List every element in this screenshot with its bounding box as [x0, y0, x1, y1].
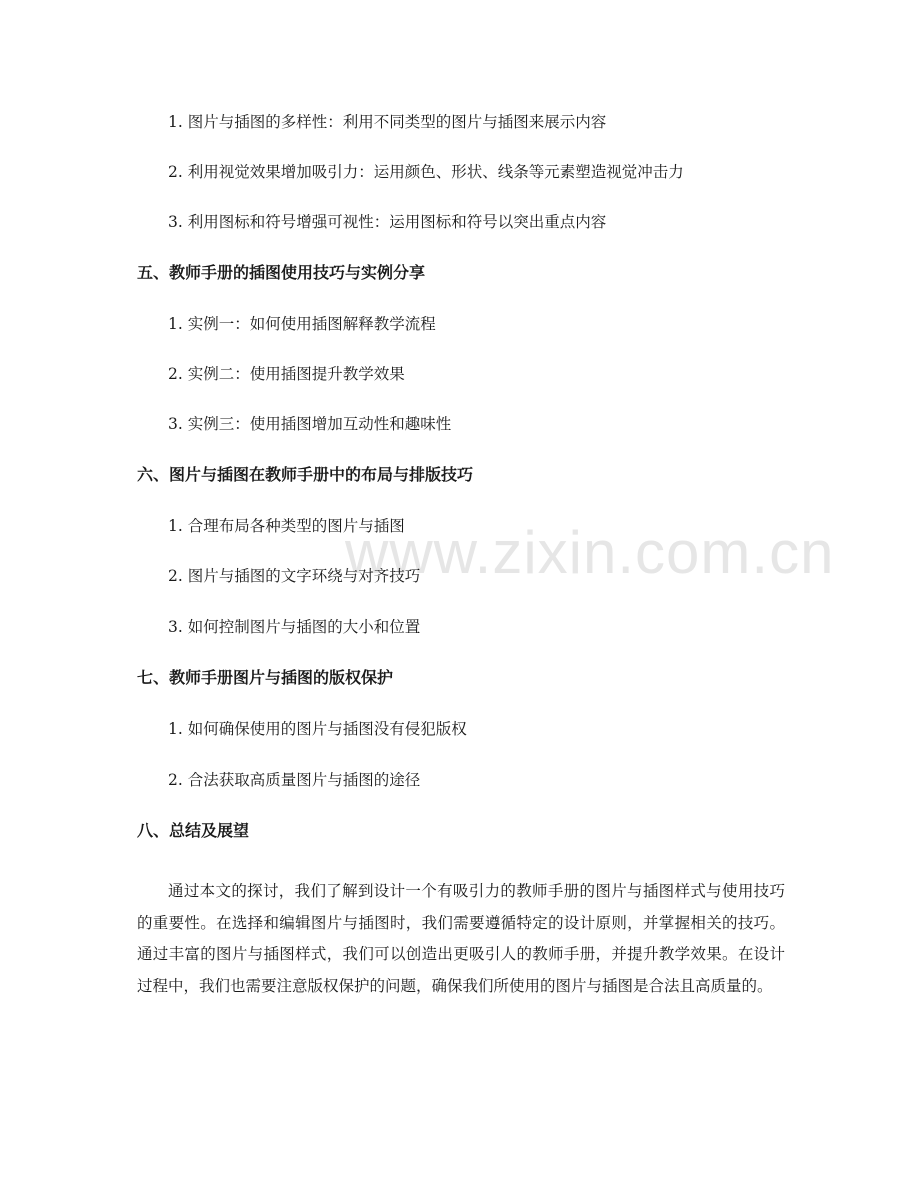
list-item: 2. 合法获取高质量图片与插图的途径 [168, 771, 421, 789]
list-item: 3. 实例三：使用插图增加互动性和趣味性 [168, 415, 452, 433]
list-item: 2. 图片与插图的文字环绕与对齐技巧 [168, 567, 421, 585]
list-item: 2. 实例二：使用插图提升教学效果 [168, 365, 405, 383]
list-item: 1. 合理布局各种类型的图片与插图 [168, 517, 405, 535]
list-item: 1. 实例一：如何使用插图解释教学流程 [168, 315, 436, 333]
section-heading-8: 八、总结及展望 [137, 821, 250, 840]
watermark: www.zixin.com.cn [345, 519, 835, 586]
section-heading-5: 五、教师手册的插图使用技巧与实例分享 [137, 263, 426, 282]
list-item: 2. 利用视觉效果增加吸引力：运用颜色、形状、线条等元素塑造视觉冲击力 [168, 163, 684, 181]
list-item: 3. 利用图标和符号增强可视性：运用图标和符号以突出重点内容 [168, 213, 607, 231]
section-heading-6: 六、图片与插图在教师手册中的布局与排版技巧 [137, 465, 474, 484]
list-item: 1. 图片与插图的多样性：利用不同类型的图片与插图来展示内容 [168, 113, 607, 131]
list-item: 1. 如何确保使用的图片与插图没有侵犯版权 [168, 720, 467, 738]
section-heading-7: 七、教师手册图片与插图的版权保护 [137, 668, 394, 687]
list-item: 3. 如何控制图片与插图的大小和位置 [168, 618, 421, 636]
conclusion-paragraph: 通过本文的探讨，我们了解到设计一个有吸引力的教师手册的图片与插图样式与使用技巧的重要性。在选择和编辑图片与插图时，我们需要遵循特定的设计原则，并掌握相关的技巧。通过丰富的图片与插图样式，我们可以创造出更吸引人的教师手册，并提升教学效果。在设计过程中，我们也需要注意版权保护的问题，确保我们所使用的图片与插图是合法且高质量的。 [137, 882, 785, 995]
